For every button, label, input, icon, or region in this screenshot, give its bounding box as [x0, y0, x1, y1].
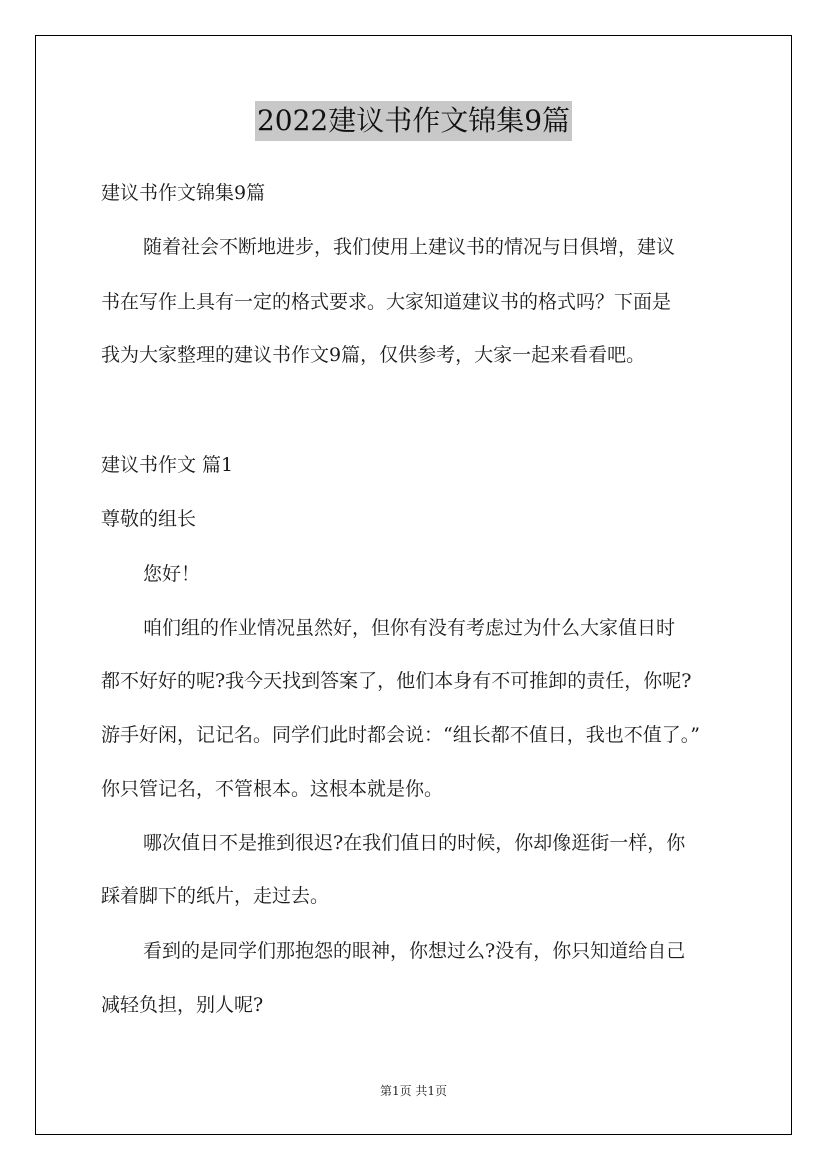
- para3-line-2: 减轻负担，别人呢?: [101, 994, 264, 1016]
- para1-line-4: 你只管记名，不管根本。这根本就是你。: [101, 778, 444, 800]
- title-container: [0, 101, 827, 141]
- document-title: 2022建议书作文锦集9篇: [255, 101, 572, 141]
- greeting: 您好！: [143, 563, 201, 585]
- para2-line-1: 哪次值日不是推到很迟?在我们值日的时候，你却像逛街一样，你: [143, 832, 686, 854]
- para3-line-1: 看到的是同学们那抱怨的眼神，你想过么?没有，你只知道给自己: [143, 940, 686, 962]
- para2-line-2: 踩着脚下的纸片，走过去。: [101, 885, 330, 907]
- salutation: 尊敬的组长: [101, 508, 197, 530]
- document-subtitle: 建议书作文锦集9篇: [101, 182, 266, 204]
- page-indicator: 第1页 共1页: [379, 1084, 448, 1098]
- intro-line-1: 随着社会不断地进步，我们使用上建议书的情况与日俱增，建议: [143, 236, 676, 258]
- section-heading: 建议书作文 篇1: [101, 454, 234, 476]
- intro-line-3: 我为大家整理的建议书作文9篇，仅供参考，大家一起来看看吧。: [101, 344, 646, 366]
- para1-line-3: 游手好闲，记记名。同学们此时都会说：“组长都不值日，我也不值了。”: [101, 724, 700, 746]
- para1-line-1: 咱们组的作业情况虽然好，但你有没有考虑过为什么大家值日时: [143, 617, 676, 639]
- para1-line-2: 都不好好的呢?我今天找到答案了，他们本身有不可推卸的责任，你呢?: [101, 670, 692, 692]
- intro-line-2: 书在写作上具有一定的格式要求。大家知道建议书的格式吗？下面是: [101, 291, 672, 313]
